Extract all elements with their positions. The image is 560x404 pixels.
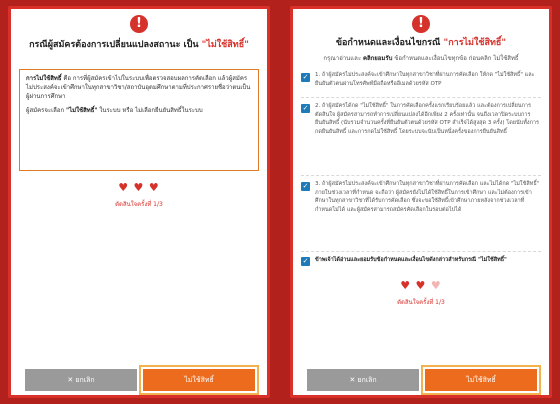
definition-term: การไม่ใช้สิทธิ์ — [26, 75, 62, 82]
attempts-hearts — [11, 181, 267, 194]
acknowledgement-text: ข้าพเจ้าได้อ่านและยอมรับข้อกำหนดและเงื่อนไขดังกล่าวสำหรับกรณี "ไม่ใช้สิทธิ์" — [315, 257, 507, 263]
definition-paragraph — [26, 74, 252, 101]
waive-button[interactable]: ไม่ใช้สิทธิ์ — [143, 369, 255, 391]
final-acknowledgement[interactable] — [301, 251, 541, 269]
dialog-title — [17, 39, 261, 51]
subtitle-prefix: กรุณาอ่านและ — [323, 55, 363, 62]
title-highlight: "การไม่ใช้สิทธิ์" — [443, 38, 507, 48]
terms-dialog — [290, 6, 552, 398]
definition-text: คือ การที่ผู้สมัครเข้าไปในระบบเพื่อตรวจสอบผลการคัดเลือก แล้วผู้สมัครไม่ประสงค์จะเข้าศึกษาในทุกสาขาวิชา/สถาบันอุดมศึกษาตามที่ประกาศรายชื่อว่าตนเป็นผู้ผ่านการศึกษา — [26, 75, 251, 100]
condition-text: 3. ถ้าผู้สมัครไม่ประสงค์จะเข้าศึกษาในทุกสาขาวิชาที่ผ่านการคัดเลือก และไม่ได้กด "ไม่ใช้สิทธิ์" ภายในช่วงเวลาที่กำหนด จะถือว่า ผู้สมัครยังไม่ได้ใช้สิทธิ์ในการเข้าศึกษา และไม่ต้องการเข้าศึกษาในทุกสาขาวิชาที่ได้รับการคัดเลือก ซึ่งจะขอใช้สิทธิ์เข้าศึกษาภายหลังจากช่วงเวลาที่กำหนดไม่ได้ และผู้สมัครสามารถสมัครคัดเลือกในรอบต่อไปได้ — [315, 181, 540, 213]
alert-icon: ! — [130, 15, 148, 33]
dialog-title — [299, 37, 543, 49]
definition-card — [19, 69, 259, 171]
condition-item-2[interactable] — [301, 97, 541, 169]
checkbox-checked-icon[interactable]: ✓ — [302, 104, 309, 112]
subtitle-suffix: ข้อกำหนดและเงื่อนไขทุกข้อ ก่อนคลิก ไม่ใช้สิทธิ์ — [392, 55, 519, 62]
heart-icon: ♥ ♥ ♥ — [118, 181, 160, 194]
title-text: ข้อกำหนดและเงื่อนไขกรณี — [335, 38, 441, 48]
condition-item-1[interactable] — [301, 71, 541, 93]
attempts-label: ตัดสินใจครั้งที่ 1/3 — [115, 201, 163, 208]
checkbox-checked-icon[interactable]: ✓ — [302, 73, 309, 81]
alert-icon: ! — [412, 15, 430, 33]
choice-paragraph — [26, 106, 252, 115]
condition-text: 1. ถ้าผู้สมัครไม่ประสงค์จะเข้าศึกษาในทุกสาขาวิชาที่ผ่านการคัดเลือก ให้กด "ไม่ใช้สิทธิ์" และยืนยันตัวตนผ่านโทรศัพท์มือถือหรืออีเมลด้วยรหัส OTP — [315, 72, 535, 87]
attempts-hearts — [293, 279, 549, 292]
cancel-button[interactable]: ✕ ยกเลิก — [25, 369, 137, 391]
heart-icon: ♥ ♥ — [400, 279, 427, 292]
subtitle-bold: คลิกยอมรับ — [362, 55, 393, 62]
checkbox-checked-icon[interactable]: ✓ — [302, 257, 309, 265]
choice-term: "ไม่ใช้สิทธิ์" — [65, 107, 98, 114]
cancel-button[interactable]: ✕ ยกเลิก — [307, 369, 419, 391]
choice-suffix: ในระบบ หรือ ไม่เลือกยืนยันสิทธิ์ในระบบ — [97, 107, 203, 114]
dialog-subtitle — [299, 53, 543, 63]
condition-text: 2. ถ้าผู้สมัครได้กด "ไม่ใช้สิทธิ์" ในการคัดเลือกครั้งแรกเรียบร้อยแล้ว และต้องการเปลี่ยนการตัดสินใจ ผู้สมัครสามารถทำการเปลี่ยนแปลงได้อีกเพียง 2 ครั้งเท่านั้น จนถึงเวลาปิดระบบการยืนยันสิทธิ์ (นับรวมจำนวนครั้งที่ยืนยันตัวตนด้วยรหัส OTP สำเร็จได้สูงสุด 3 ครั้ง) โดยนับทั้งการกดยืนยันสิทธิ์ และการกดไม่ใช้สิทธิ์ โดยระบบจะนับเป็นหนึ่งครั้งของการยืนยันสิทธิ์ — [315, 103, 539, 135]
waive-button[interactable]: ไม่ใช้สิทธิ์ — [425, 369, 537, 391]
attempts-label: ตัดสินใจครั้งที่ 1/3 — [397, 299, 445, 306]
title-text: กรณีผู้สมัครต้องการเปลี่ยนแปลงสถานะ เป็น — [29, 40, 199, 50]
waive-status-dialog — [8, 6, 270, 398]
checkbox-checked-icon[interactable]: ✓ — [302, 182, 309, 190]
title-highlight: "ไม่ใช้สิทธิ์" — [201, 40, 249, 50]
heart-empty-icon: ♥ — [430, 279, 442, 292]
choice-prefix: ผู้สมัครจะเลือก — [26, 107, 66, 114]
condition-item-3[interactable] — [301, 175, 541, 245]
